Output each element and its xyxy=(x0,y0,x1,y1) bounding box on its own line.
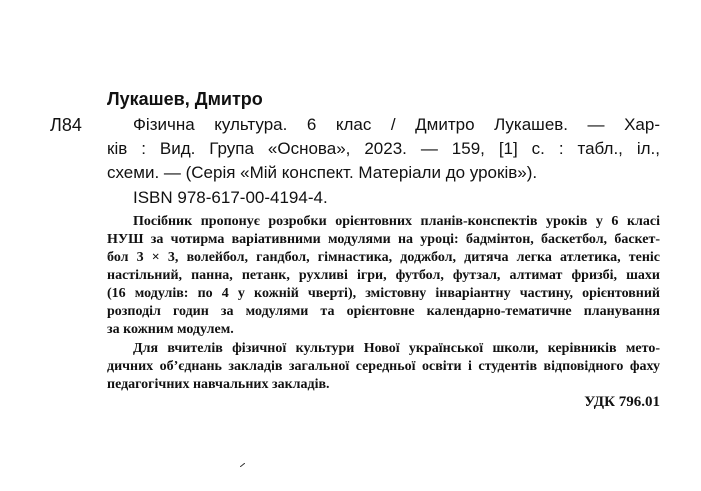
description-line-2: ків : Вид. Група «Основа», 2023. — 159, [1] с. : табл., іл., xyxy=(107,139,660,158)
annotation-p1-line-2: НУШ за чотирма варіативними модулями на уроці: бадмінтон, баскетбол, баскет- xyxy=(107,232,660,247)
annotation-p1-line-4: настільний, панна, петанк, рухливі ігри, футбол, футзал, алтимат фризбі, шахи xyxy=(107,268,660,283)
annotation-p2-line-1: Для вчителів фізичної культури Нової української школи, керівників мето- xyxy=(133,341,660,356)
class-code: Л84 xyxy=(50,115,82,135)
annotation-p1-line-6: розподіл годин за модулями та орієнтовне календарно-тематичне планування xyxy=(107,304,660,319)
annotation-p1-line-1: Посібник пропонує розробки орієнтовних планів-конспектів уроків у 6 класі xyxy=(133,214,660,229)
annotation-p1-line-7: за кожним модулем. xyxy=(107,322,234,337)
udk-code: УДК 796.01 xyxy=(584,394,660,410)
description-line-1: Фізична культура. 6 клас / Дмитро Лукашев. — Хар- xyxy=(133,115,660,134)
annotation-p1-line-5: (16 модулів: по 4 у кожній чверті), змістовну інваріантну частину, орієнтовний xyxy=(107,286,660,301)
print-mark xyxy=(240,463,245,467)
isbn: ISBN 978-617-00-4194-4. xyxy=(133,188,328,207)
author-name: Лукашев, Дмитро xyxy=(107,89,263,109)
annotation-p1-line-3: бол 3 × 3, волейбол, гандбол, гімнастика, доджбол, дитяча легка атлетика, теніс xyxy=(107,250,660,265)
description-line-3: схеми. — (Серія «Мій конспект. Матеріали до уроків»). xyxy=(107,163,538,182)
annotation-p2-line-2: дичних об’єднань закладів загальної середньої освіти і студентів відповідного фаху xyxy=(107,359,660,374)
annotation-p2-line-3: педагогічних навчальних закладів. xyxy=(107,377,330,392)
